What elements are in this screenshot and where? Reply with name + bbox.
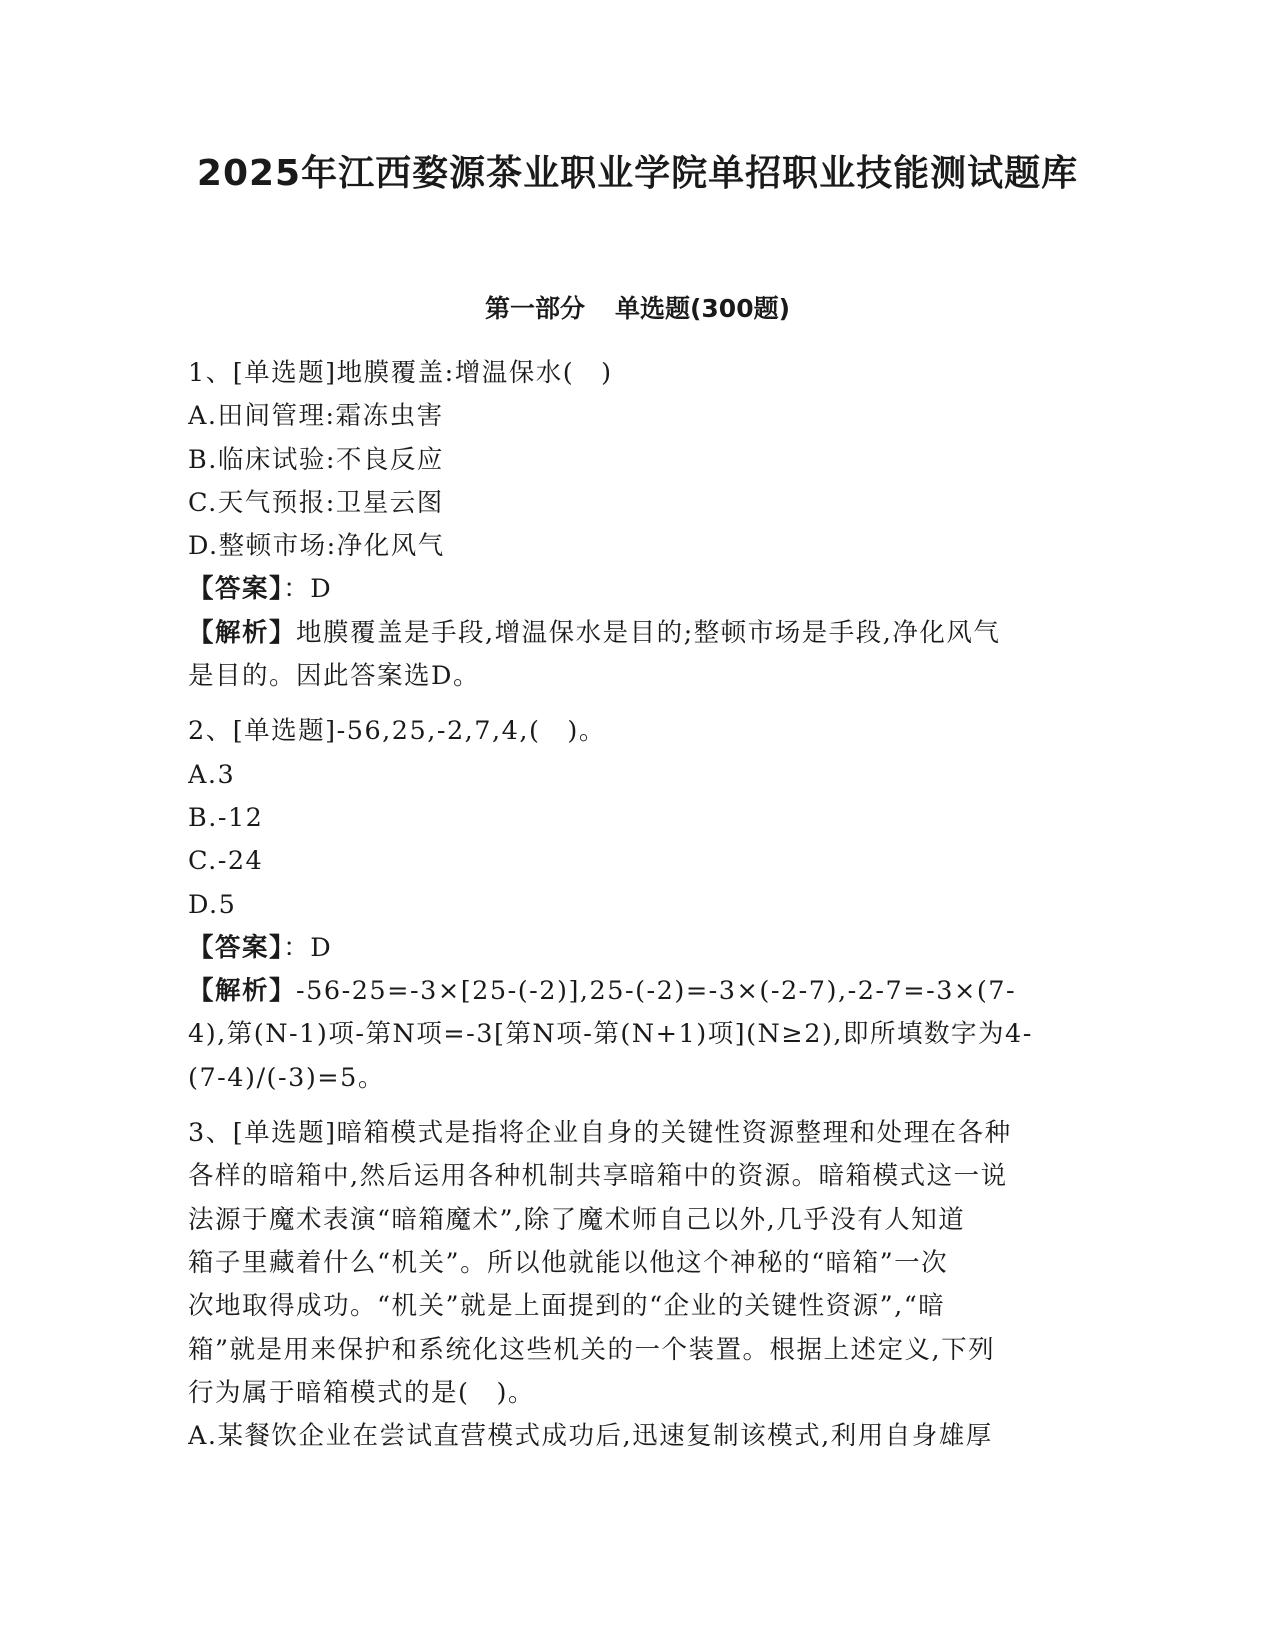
- question-stem-line: 次地取得成功。“机关”就是上面提到的“企业的关键性资源”,“暗: [188, 1291, 946, 1322]
- answer-line: [188, 927, 1088, 970]
- answer-label: 【答案】: [188, 932, 284, 963]
- answer-line: [188, 568, 1088, 611]
- analysis-line: [188, 612, 1088, 655]
- answer-value: ：D: [283, 574, 333, 605]
- question-1: [188, 352, 1088, 698]
- answer-label: 【答案】: [188, 574, 284, 605]
- document-title: 2025年江西婺源茶业职业学院单招职业技能测试题库: [196, 153, 1079, 194]
- option-d: D.5: [188, 889, 237, 920]
- analysis-line: 4),第(N-1)项-第N项=-3[第N项-第(N+1)项](N≥2),即所填数字为4-: [188, 1019, 1033, 1050]
- analysis-line: [188, 970, 1088, 1013]
- analysis-text: -56-25=-3×[25-(-2)],25-(-2)=-3×(-2-7),-2-7=-3×(7-: [296, 976, 1017, 1007]
- option-a: A.田间管理:霜冻虫害: [188, 401, 444, 432]
- analysis-line: 是目的。因此答案选D。: [188, 661, 480, 692]
- option-d: D.整顿市场:净化风气: [188, 531, 445, 562]
- analysis-label: 【解析】: [188, 617, 297, 648]
- analysis-text: 地膜覆盖是手段,增温保水是目的;整顿市场是手段,净化风气: [296, 617, 1001, 648]
- question-stem-line: 行为属于暗箱模式的是( )。: [188, 1377, 535, 1408]
- option-a: A.某餐饮企业在尝试直营模式成功后,迅速复制该模式,利用自身雄厚: [188, 1421, 993, 1452]
- question-stem-line: 2、[单选题]-56,25,-2,7,4,( )。: [188, 716, 606, 747]
- section-part: 第一部分: [484, 294, 585, 323]
- question-stem-line: 箱”就是用来保护和系统化这些机关的一个装置。根据上述定义,下列: [188, 1334, 996, 1365]
- section-heading: [0, 292, 1275, 326]
- option-c: C.-24: [188, 846, 264, 877]
- question-stem-line: 各样的暗箱中,然后运用各种机制共享暗箱中的资源。暗箱模式这一说: [188, 1161, 1008, 1192]
- question-stem-line: 箱子里藏着什么“机关”。所以他就能以他这个神秘的“暗箱”一次: [188, 1247, 949, 1278]
- option-b: B.-12: [188, 802, 264, 833]
- question-3: [188, 1112, 1088, 1458]
- question-stem-line: 法源于魔术表演“暗箱魔术”,除了魔术师自己以外,几乎没有人知道: [188, 1204, 966, 1235]
- analysis-line: (7-4)/(-3)=5。: [188, 1062, 385, 1093]
- option-a: A.3: [188, 759, 236, 790]
- question-stem-line: 3、[单选题]暗箱模式是指将企业自身的关键性资源整理和处理在各种: [188, 1118, 1012, 1149]
- question-2: [188, 710, 1088, 1100]
- section-name: 单选题(300题): [614, 294, 791, 323]
- analysis-label: 【解析】: [188, 976, 297, 1007]
- answer-value: ：D: [283, 932, 333, 963]
- question-list: [188, 352, 1088, 1470]
- option-b: B.临床试验:不良反应: [188, 444, 444, 475]
- question-stem-line: 1、[单选题]地膜覆盖:增温保水( ): [188, 358, 613, 388]
- option-c: C.天气预报:卫星云图: [188, 487, 444, 518]
